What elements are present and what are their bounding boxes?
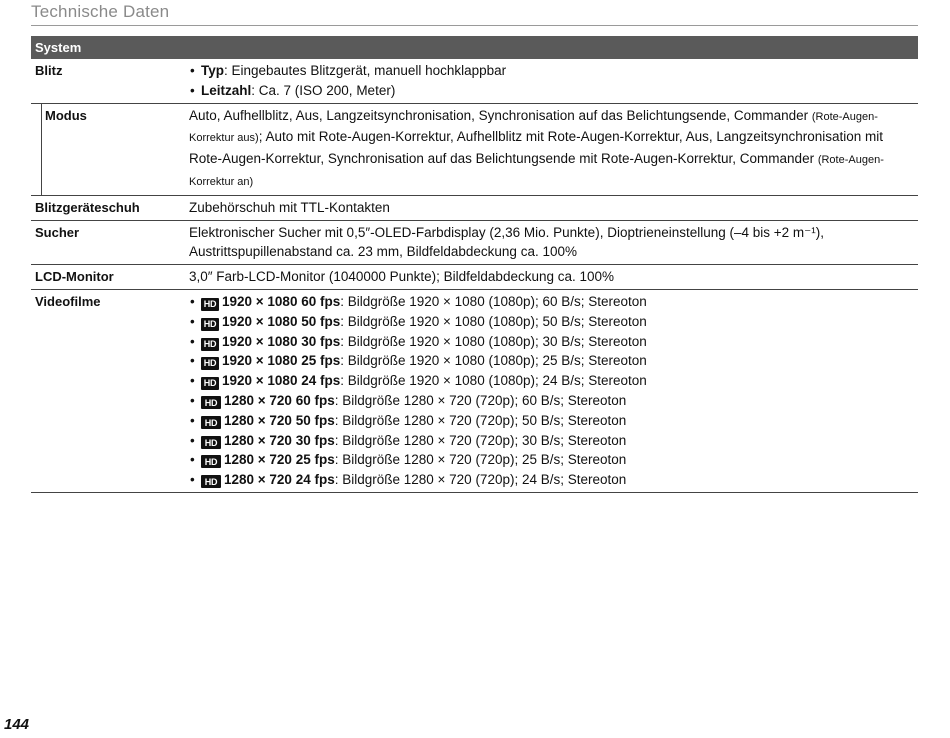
item-text: : Bildgröße 1280 × 720 (720p); 30 B/s; Stereoton <box>334 432 627 448</box>
spec-label: Sucher <box>35 224 80 240</box>
list-item <box>189 431 914 451</box>
title-divider <box>31 25 918 26</box>
hd-movie-icon: HD <box>201 475 221 488</box>
modus-note-b: (Rote-Augen-Korrektur an) <box>189 154 884 188</box>
section-header-system: System <box>31 36 918 59</box>
list-item <box>189 332 914 352</box>
list-item <box>189 292 914 312</box>
hd-movie-icon: HD <box>201 416 221 429</box>
page-title: Technische Daten <box>31 2 170 21</box>
list-item <box>189 411 914 431</box>
hd-movie-icon: HD <box>201 436 221 449</box>
spec-value <box>189 290 918 492</box>
spec-value <box>189 104 918 195</box>
spec-row-sucher <box>31 221 918 266</box>
item-key: 1280 × 720 25 fps <box>224 452 335 468</box>
hd-movie-icon: HD <box>201 455 221 468</box>
item-text: : Bildgröße 1920 × 1080 (1080p); 60 B/s; Stereoton <box>340 293 647 309</box>
item-key: Leitzahl <box>201 82 252 98</box>
spec-label: Blitzgeräteschuh <box>35 199 140 215</box>
fullhd-movie-icon: HD <box>201 318 219 331</box>
spec-row-blitz <box>31 59 918 104</box>
spec-row-modus <box>31 104 918 196</box>
item-key: 1920 × 1080 24 fps <box>222 373 341 389</box>
item-key: 1280 × 720 50 fps <box>224 412 335 428</box>
item-text: : Bildgröße 1280 × 720 (720p); 24 B/s; Stereoton <box>334 472 627 488</box>
fullhd-movie-icon: HD <box>201 377 219 390</box>
item-text: : Bildgröße 1280 × 720 (720p); 60 B/s; Stereoton <box>334 392 627 408</box>
list-item <box>189 312 914 332</box>
item-text: : Bildgröße 1920 × 1080 (1080p); 25 B/s; Stereoton <box>340 353 647 369</box>
page-number: 144 <box>4 716 30 733</box>
item-key: 1920 × 1080 25 fps <box>222 353 341 369</box>
item-key: 1920 × 1080 50 fps <box>222 313 341 329</box>
item-key: 1920 × 1080 60 fps <box>222 293 341 309</box>
modus-text-b: ; Auto mit Rote-Augen-Korrektur, Aufhellblitz mit Rote-Augen-Korrektur, Aus, Langzeitsynchronisation mit Rote-Augen-Korrektur, Synchronisation auf das Belichtungsende mit Rote-Augen-Korrektur, Commander <box>189 129 884 167</box>
item-text: : Bildgröße 1920 × 1080 (1080p); 30 B/s; Stereoton <box>340 333 647 349</box>
item-key: 1280 × 720 30 fps <box>224 432 335 448</box>
fullhd-movie-icon: HD <box>201 338 219 351</box>
item-key: 1920 × 1080 30 fps <box>222 333 341 349</box>
item-key: Typ <box>201 63 224 78</box>
spec-value: 3,0″ Farb-LCD-Monitor (1040000 Punkte); Bildfeldabdeckung ca. 100% <box>189 269 615 285</box>
list-item <box>189 391 914 411</box>
modus-note-a: (Rote-Augen-Korrektur aus) <box>189 110 878 145</box>
item-text: : Eingebautes Blitzgerät, manuell hochklappbar <box>224 63 507 78</box>
item-text: : Bildgröße 1920 × 1080 (1080p); 50 B/s; Stereoton <box>340 313 647 329</box>
list-item <box>189 61 914 81</box>
list-item <box>189 371 914 391</box>
item-text: : Bildgröße 1280 × 720 (720p); 50 B/s; Stereoton <box>334 412 627 428</box>
fullhd-movie-icon: HD <box>201 357 219 370</box>
spec-value <box>189 59 918 103</box>
item-key: 1280 × 720 24 fps <box>224 472 335 488</box>
spec-label: Modus <box>31 104 189 195</box>
spec-label: LCD-Monitor <box>35 269 114 285</box>
spec-label: Videofilme <box>35 293 101 309</box>
list-item <box>189 81 914 101</box>
spec-row-lcd-monitor <box>31 265 918 290</box>
spec-table <box>31 36 918 493</box>
item-text: : Bildgröße 1920 × 1080 (1080p); 24 B/s; Stereoton <box>340 373 647 389</box>
item-text: : Ca. 7 (ISO 200, Meter) <box>251 82 396 98</box>
spec-row-videofilme <box>31 290 918 493</box>
spec-label: Blitz <box>35 63 63 78</box>
list-item <box>189 450 914 470</box>
spec-row-blitzgerateschuh <box>31 196 918 221</box>
hd-movie-icon: HD <box>201 396 221 409</box>
list-item <box>189 351 914 371</box>
modus-text-a: Auto, Aufhellblitz, Aus, Langzeitsynchronisation, Synchronisation auf das Belichtungsende, Commander <box>189 107 812 123</box>
item-key: 1280 × 720 60 fps <box>224 392 335 408</box>
spec-value: Zubehörschuh mit TTL-Kontakten <box>189 199 390 215</box>
item-text: : Bildgröße 1280 × 720 (720p); 25 B/s; Stereoton <box>334 452 627 468</box>
list-item <box>189 470 914 490</box>
spec-value: Elektronischer Sucher mit 0,5″-OLED-Farbdisplay (2,36 Mio. Punkte), Dioptrieneinstellung (–4 bis +2 m⁻¹), Austrittspupillenabstand ca. 23 mm, Bildfeldabdeckung ca. 100% <box>189 224 825 260</box>
fullhd-movie-icon: HD <box>201 298 219 311</box>
